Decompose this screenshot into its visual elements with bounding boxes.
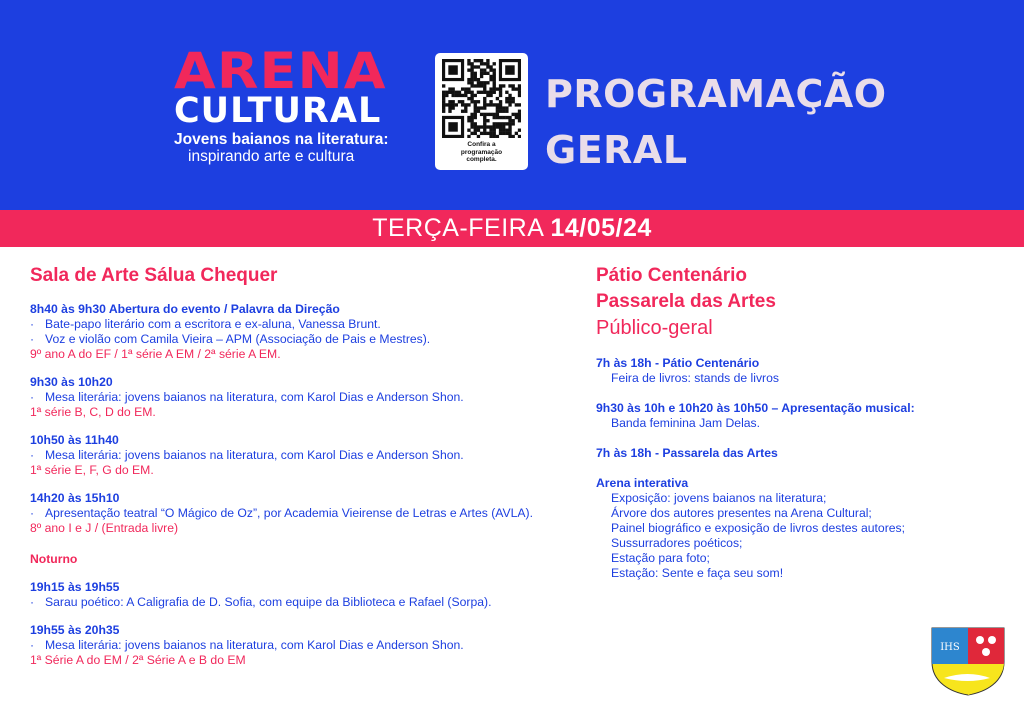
day-bar <box>0 210 1024 247</box>
day-weekday: TERÇA-FEIRA <box>372 214 543 242</box>
day-date: 14/05/24 <box>550 214 652 242</box>
schedule-time: 19h15 às 19h55 <box>30 580 120 594</box>
bullet-icon: · <box>30 317 35 331</box>
right-schedule-heading: Arena interativa <box>596 476 689 490</box>
schedule-block <box>30 302 590 362</box>
school-crest-icon <box>930 626 1006 696</box>
schedule-item <box>30 506 590 521</box>
bullet-icon: · <box>30 506 35 520</box>
schedule-item <box>30 317 590 332</box>
right-schedule-heading: 7h às 18h - Pátio Centenário <box>596 356 760 370</box>
schedule-block <box>30 623 590 668</box>
schedule-item-text: Sarau poético: A Caligrafia de D. Sofia, com equipe da Biblioteca e Rafael (Sorpa). <box>45 595 492 609</box>
schedule-audience: 9º ano A do EF / 1ª série A EM / 2ª série A EM. <box>30 347 281 361</box>
schedule-item <box>30 448 590 463</box>
schedule-audience: 1ª Série A do EM / 2ª Série A e B do EM <box>30 653 246 667</box>
schedule-audience: 8º ano I e J / (Entrada livre) <box>30 521 179 535</box>
bullet-icon: · <box>30 390 35 404</box>
qr-code-card[interactable] <box>435 53 528 170</box>
logo-cultural-text: CULTURAL <box>174 91 382 131</box>
noturno-label: Noturno <box>30 552 78 566</box>
schedule-item <box>30 638 590 653</box>
right-schedule-line: Exposição: jovens baianos na literatura; <box>611 491 827 505</box>
schedule-time: 19h55 às 20h35 <box>30 623 120 637</box>
page-title-line-2: GERAL <box>545 128 688 172</box>
right-schedule-block <box>596 356 1016 386</box>
schedule-item <box>30 390 590 405</box>
venue-title: Sala de Arte Sálua Chequer <box>30 265 278 286</box>
bullet-icon: · <box>30 448 35 462</box>
schedule-item <box>30 595 590 610</box>
qr-caption-line-3: completa. <box>466 156 497 163</box>
right-schedule-column <box>596 263 1016 581</box>
bullet-icon: · <box>30 638 35 652</box>
night-schedule-blocks <box>30 580 590 668</box>
schedule-item-text: Voz e violão com Camila Vieira – APM (Associação de Pais e Mestres). <box>45 332 431 346</box>
schedule-time: 8h40 às 9h30 Abertura do evento / Palavra da Direção <box>30 302 340 316</box>
right-schedule-line: Feira de livros: stands de livros <box>611 371 779 385</box>
right-schedule-line: Sussurradores poéticos; <box>611 536 743 550</box>
right-schedule-block <box>596 476 1016 581</box>
qr-caption <box>435 141 528 164</box>
schedule-block <box>30 375 590 420</box>
left-schedule-blocks <box>30 302 590 536</box>
audience-label: Público-geral <box>596 317 713 339</box>
logo-tagline-1: Jovens baianos na literatura: <box>174 131 389 148</box>
qr-caption-line-2: programação <box>460 148 503 156</box>
right-schedule-heading: 9h30 às 10h e 10h20 às 10h50 – Apresentação musical: <box>596 401 915 415</box>
right-schedule-line: Banda feminina Jam Delas. <box>611 416 761 430</box>
right-schedule-line: Árvore dos autores presentes na Arena Cultural; <box>611 506 872 520</box>
logo-tagline-2: inspirando arte e cultura <box>188 148 355 165</box>
left-schedule-column <box>30 263 590 668</box>
schedule-block <box>30 580 590 610</box>
venue-title-passarela: Passarela das Artes <box>596 291 776 312</box>
schedule-item-text: Mesa literária: jovens baianos na literatura, com Karol Dias e Anderson Shon. <box>45 638 464 652</box>
schedule-block <box>30 433 590 478</box>
header-banner <box>0 0 1024 210</box>
schedule-block <box>30 491 590 536</box>
right-schedule-heading: 7h às 18h - Passarela das Artes <box>596 446 778 460</box>
logo-arena-text: ARENA <box>174 42 387 100</box>
bullet-icon: · <box>30 595 35 609</box>
right-schedule-blocks <box>596 356 1016 581</box>
schedule-audience: 1ª série B, C, D do EM. <box>30 405 156 419</box>
right-schedule-block <box>596 446 1016 461</box>
schedule-item-text: Mesa literária: jovens baianos na literatura, com Karol Dias e Anderson Shon. <box>45 448 464 462</box>
schedule-time: 9h30 às 10h20 <box>30 375 113 389</box>
right-schedule-block <box>596 401 1016 431</box>
right-schedule-line: Estação: Sente e faça seu som! <box>611 566 784 580</box>
schedule-item-text: Bate-papo literário com a escritora e ex-aluna, Vanessa Brunt. <box>45 317 381 331</box>
right-schedule-line: Estação para foto; <box>611 551 710 565</box>
right-schedule-line: Painel biográfico e exposição de livros destes autores; <box>611 521 906 535</box>
venue-title-patio: Pátio Centenário <box>596 265 747 286</box>
qr-caption-line-1: Confira a <box>467 141 496 148</box>
crest-monogram: IHS <box>940 642 960 653</box>
schedule-time: 10h50 às 11h40 <box>30 433 119 447</box>
schedule-audience: 1ª série E, F, G do EM. <box>30 463 154 477</box>
arena-cultural-logo <box>174 42 414 165</box>
page-title-line-1: PROGRAMAÇÃO <box>545 72 887 116</box>
schedule-item-text: Mesa literária: jovens baianos na literatura, com Karol Dias e Anderson Shon. <box>45 390 464 404</box>
bullet-icon: · <box>30 332 35 346</box>
qr-code-icon <box>442 59 521 138</box>
schedule-item <box>30 332 590 347</box>
schedule-item-text: Apresentação teatral “O Mágico de Oz”, por Academia Vieirense de Letras e Artes (AVLA). <box>45 506 533 520</box>
page-title <box>545 66 887 178</box>
schedule-time: 14h20 às 15h10 <box>30 491 120 505</box>
